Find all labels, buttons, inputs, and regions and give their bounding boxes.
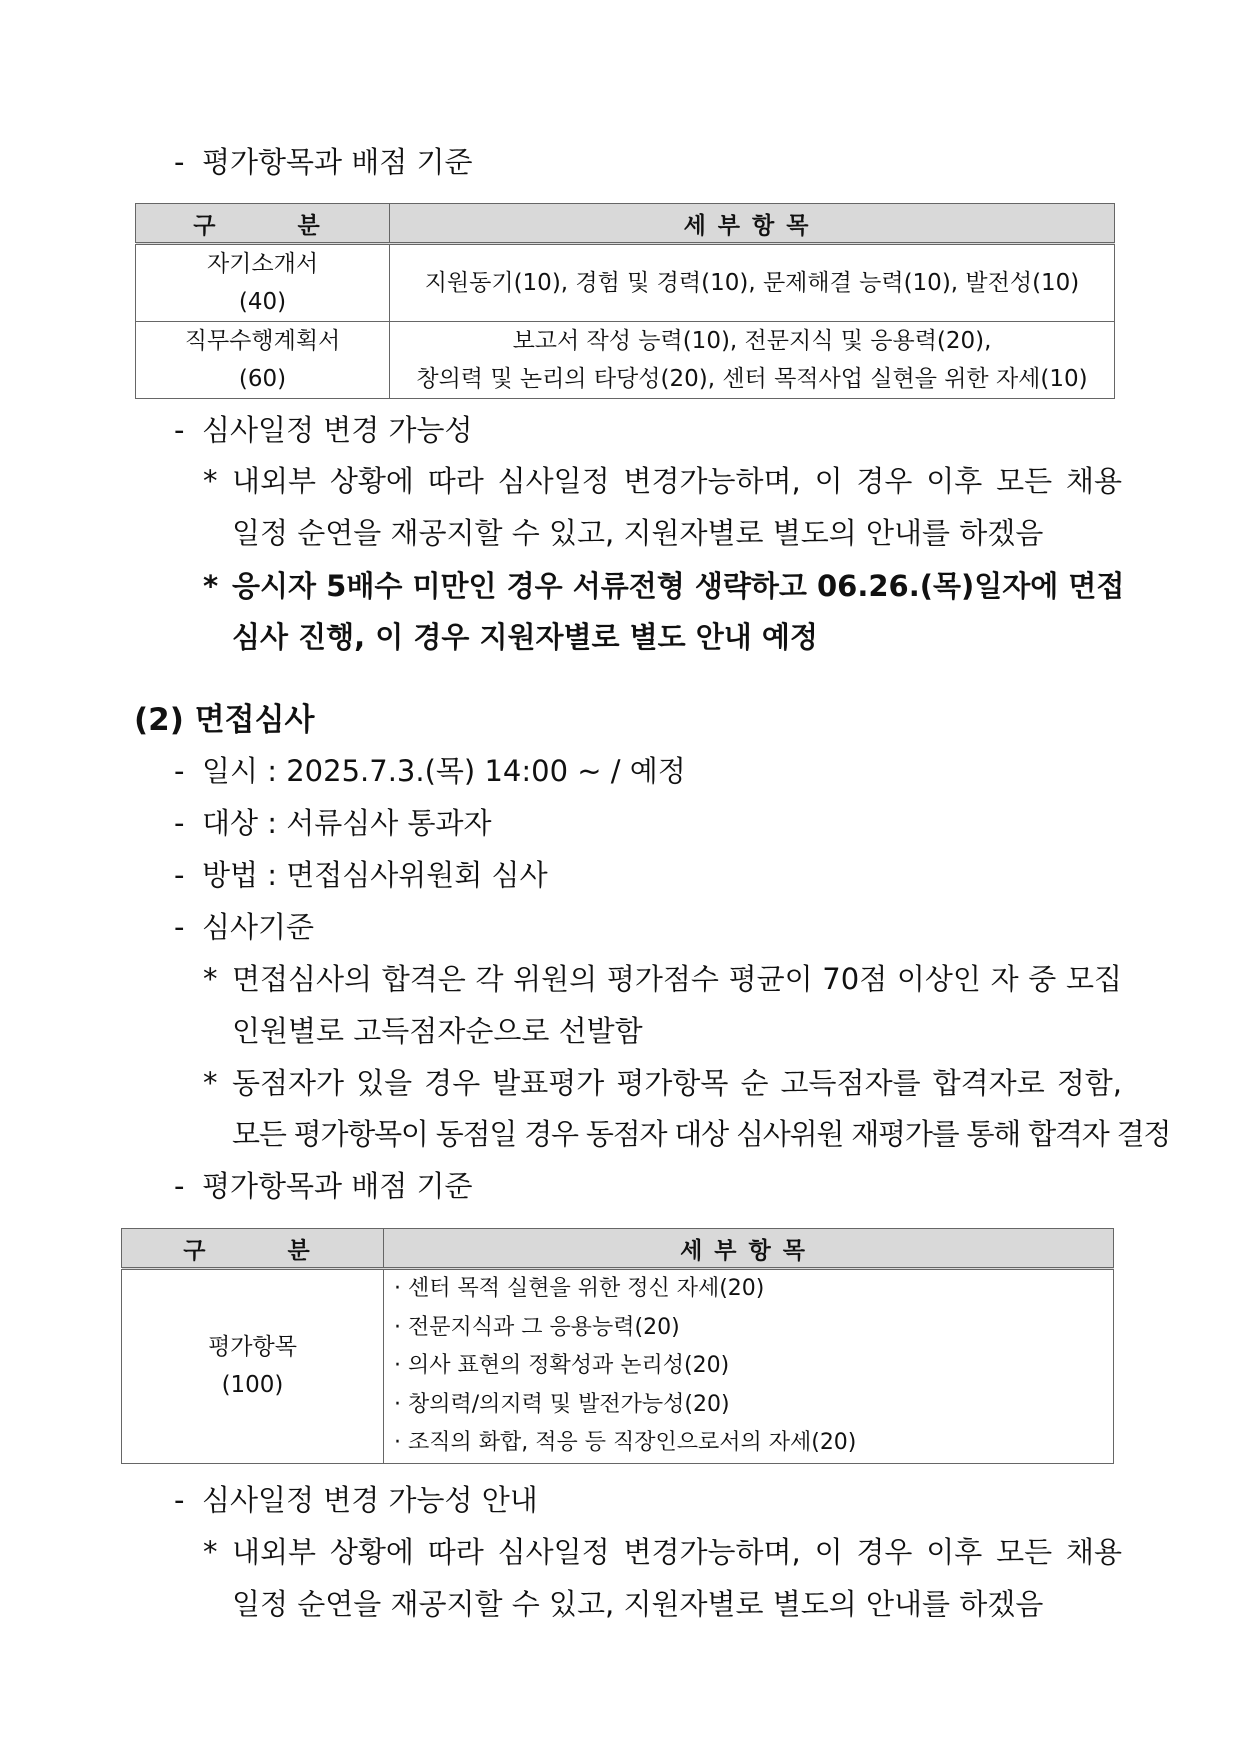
list-item: · 의사 표현의 정확성과 논리성(20) [394, 1353, 730, 1378]
header-category: 구 분 [122, 1229, 384, 1269]
note-line: 내외부 상황에 따라 심사일정 변경가능하며, 이 경우 이후 모든 채용 [232, 464, 1122, 498]
row-details [384, 1269, 1114, 1464]
dash-bullet: - [174, 910, 185, 944]
interview-target-text: 대상 : 서류심사 통과자 [202, 806, 492, 840]
dash-bullet: - [174, 754, 185, 788]
interview-date-text: 일시 : 2025.7.3.(목) 14:00 ~ / 예정 [202, 754, 686, 788]
dash-bullet: - [174, 1169, 185, 1203]
note-line: 인원별로 고득점자순으로 선발함 [232, 1014, 643, 1048]
header-details: 세부항목 [390, 204, 1115, 244]
asterisk-bullet: * [203, 962, 218, 996]
eval-criteria-heading-text: 평가항목과 배점 기준 [202, 145, 473, 179]
row-category [136, 322, 390, 399]
row-category [122, 1269, 384, 1464]
note-line: 내외부 상황에 따라 심사일정 변경가능하며, 이 경우 이후 모든 채용 [232, 1535, 1122, 1569]
table-header-row [122, 1229, 1114, 1269]
asterisk-bullet: * [203, 464, 218, 498]
dash-bullet: - [174, 145, 185, 179]
table-row [122, 1269, 1114, 1464]
note-line: 동점자가 있을 경우 발표평가 평가항목 순 고득점자를 합격자로 정함, [232, 1066, 1122, 1100]
dash-bullet: - [174, 806, 185, 840]
dash-bullet: - [174, 858, 185, 892]
schedule-change-notice-text: 심사일정 변경 가능성 안내 [202, 1483, 538, 1517]
note-line: 일정 순연을 재공지할 수 있고, 지원자별로 별도의 안내를 하겠음 [232, 1587, 1044, 1621]
detail-line: 지원동기(10), 경험 및 경력(10), 문제해결 능력(10), 발전성(10) [424, 270, 1080, 296]
category-score: (60) [238, 366, 287, 392]
interview-method-text: 방법 : 면접심사위원회 심사 [202, 858, 548, 892]
interview-eval-table [121, 1228, 1114, 1464]
asterisk-bullet: * [203, 1066, 218, 1100]
detail-line: 보고서 작성 능력(10), 전문지식 및 응용력(20), [512, 328, 992, 354]
list-item: · 조직의 화합, 적응 등 직장인으로서의 자세(20) [394, 1430, 857, 1455]
list-item: · 창의력/의지력 및 발전가능성(20) [394, 1391, 730, 1417]
note-line: 응시자 5배수 미만인 경우 서류전형 생략하고 06.26.(목)일자에 면접 [232, 569, 1125, 603]
header-category: 구 분 [136, 204, 390, 244]
dash-bullet: - [174, 413, 185, 447]
category-name: 평가항목 [208, 1334, 297, 1361]
document-eval-table [135, 203, 1115, 399]
note-line: 면접심사의 합격은 각 위원의 평가점수 평균이 70점 이상인 자 중 모집 [232, 962, 1122, 996]
table-header-row [136, 204, 1115, 244]
detail-line: 창의력 및 논리의 타당성(20), 센터 목적사업 실현을 위한 자세(10) [416, 366, 1088, 392]
interview-eval-heading-text: 평가항목과 배점 기준 [202, 1169, 473, 1203]
dash-bullet: - [174, 1483, 185, 1517]
row-category [136, 244, 390, 322]
schedule-change-heading-text: 심사일정 변경 가능성 [202, 413, 473, 447]
row-details [390, 322, 1115, 399]
category-name: 직무수행계획서 [184, 328, 341, 354]
table-row [136, 244, 1115, 322]
interview-section-title: (2) 면접심사 [134, 702, 315, 738]
header-details: 세부항목 [384, 1229, 1114, 1269]
row-details [390, 244, 1115, 322]
category-score: (40) [238, 289, 287, 315]
note-line: 모든 평가항목이 동점일 경우 동점자 대상 심사위원 재평가를 통해 합격자 결정 [232, 1117, 1171, 1151]
interview-criteria-text: 심사기준 [202, 910, 315, 944]
category-name: 자기소개서 [206, 251, 319, 277]
list-item: · 전문지식과 그 응용능력(20) [394, 1314, 680, 1340]
note-line: 심사 진행, 이 경우 지원자별로 별도 안내 예정 [232, 620, 818, 654]
table-row [136, 322, 1115, 399]
note-line: 일정 순연을 재공지할 수 있고, 지원자별로 별도의 안내를 하겠음 [232, 516, 1044, 550]
asterisk-bullet: * [203, 569, 219, 603]
category-score: (100) [221, 1372, 284, 1399]
list-item: · 센터 목적 실현을 위한 정신 자세(20) [394, 1276, 765, 1301]
asterisk-bullet: * [203, 1535, 218, 1569]
